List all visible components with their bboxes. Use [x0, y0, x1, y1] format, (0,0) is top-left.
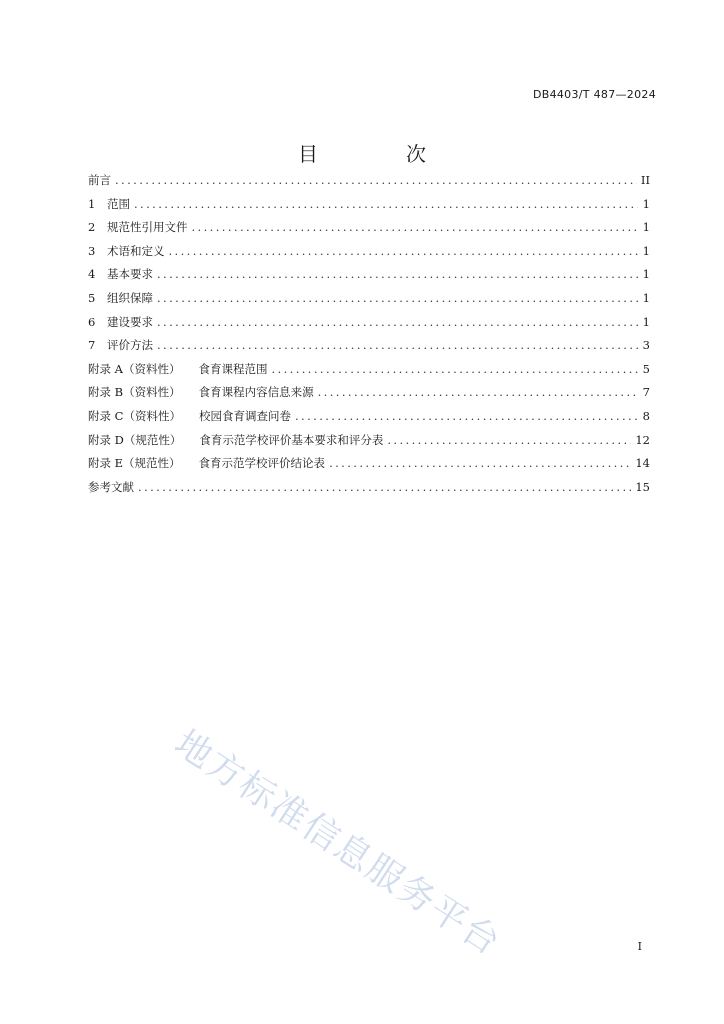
toc-entry-organization[interactable]: [88, 290, 650, 314]
toc-entry-page: 1: [642, 314, 650, 329]
table-of-contents: [88, 172, 650, 502]
dot-leader: [157, 315, 638, 329]
dot-leader: [329, 456, 631, 470]
page-number: I: [637, 940, 642, 953]
toc-entry-number: 7: [88, 338, 96, 353]
appendix-label: 附录 C（资料性）: [88, 408, 181, 423]
dot-leader: [115, 173, 637, 187]
dot-leader: [157, 267, 638, 281]
toc-entry-number: 2: [88, 220, 96, 235]
toc-entry-number: 3: [88, 243, 96, 258]
toc-entry-page: 14: [635, 456, 650, 471]
dot-leader: [387, 433, 631, 447]
toc-entry-page: 1: [642, 267, 650, 282]
toc-entry-scope[interactable]: [88, 196, 650, 220]
dot-leader: [295, 409, 638, 423]
appendix-title: 食育课程内容信息来源: [198, 385, 314, 400]
appendix-title: 食育课程范围: [198, 361, 268, 376]
toc-entry-normative-references[interactable]: [88, 219, 650, 243]
toc-entry-page: 3: [642, 338, 650, 353]
toc-entry-page: 1: [642, 196, 650, 211]
toc-entry-page: 7: [642, 385, 650, 400]
document-code: DB4403/T 487—2024: [532, 88, 656, 101]
toc-entry-appendix-e[interactable]: [88, 455, 650, 479]
toc-entry-page: 1: [642, 243, 650, 258]
toc-entry-evaluation[interactable]: [88, 337, 650, 361]
appendix-label: 附录 B（资料性）: [88, 385, 181, 400]
toc-entry-appendix-b[interactable]: [88, 384, 650, 408]
toc-entry-construction[interactable]: [88, 314, 650, 338]
dot-leader: [271, 362, 638, 376]
watermark: 地方标准信息服务平台: [167, 722, 509, 965]
toc-entry-title: 评价方法: [107, 338, 153, 353]
toc-entry-title: 前言: [88, 173, 111, 187]
appendix-label: 附录 E（规范性）: [88, 456, 181, 471]
toc-entry-page: II: [640, 173, 650, 187]
toc-entry-title: 规范性引用文件: [107, 220, 188, 235]
toc-entry-appendix-c[interactable]: [88, 408, 650, 432]
toc-entry-terms[interactable]: [88, 243, 650, 267]
appendix-title: 校园食育调查问卷: [198, 408, 291, 423]
toc-entry-title: 范围: [107, 196, 130, 211]
toc-entry-title: 组织保障: [107, 290, 153, 305]
appendix-title: 食育示范学校评价结论表: [198, 456, 326, 471]
toc-entry-title: 参考文献: [88, 479, 134, 494]
page-title: 目 次: [298, 142, 460, 166]
dot-leader: [157, 338, 638, 352]
dot-leader: [157, 291, 638, 305]
dot-leader: [138, 480, 631, 494]
toc-entry-appendix-d[interactable]: [88, 432, 650, 456]
toc-entry-number: 6: [88, 314, 96, 329]
toc-entry-appendix-a[interactable]: [88, 361, 650, 385]
toc-entry-foreword[interactable]: [88, 172, 650, 196]
toc-entry-title: 基本要求: [107, 267, 153, 282]
dot-leader: [134, 197, 638, 211]
dot-leader: [192, 220, 639, 234]
toc-entry-references[interactable]: [88, 479, 650, 503]
toc-entry-page: 5: [642, 361, 650, 376]
dot-leader: [169, 244, 639, 258]
toc-entry-page: 15: [635, 479, 650, 494]
appendix-label: 附录 A（资料性）: [88, 361, 181, 376]
toc-entry-basic-requirements[interactable]: [88, 266, 650, 290]
toc-entry-page: 1: [642, 220, 650, 235]
toc-entry-title: 建设要求: [107, 314, 153, 329]
toc-entry-number: 1: [88, 196, 96, 211]
toc-entry-number: 5: [88, 290, 96, 305]
appendix-label: 附录 D（规范性）: [88, 432, 182, 447]
toc-entry-title: 术语和定义: [107, 243, 165, 258]
appendix-title: 食育示范学校评价基本要求和评分表: [199, 432, 384, 447]
toc-entry-number: 4: [88, 267, 96, 282]
toc-entry-page: 8: [642, 408, 650, 423]
toc-entry-page: 12: [635, 432, 650, 447]
dot-leader: [318, 385, 638, 399]
toc-entry-page: 1: [642, 290, 650, 305]
